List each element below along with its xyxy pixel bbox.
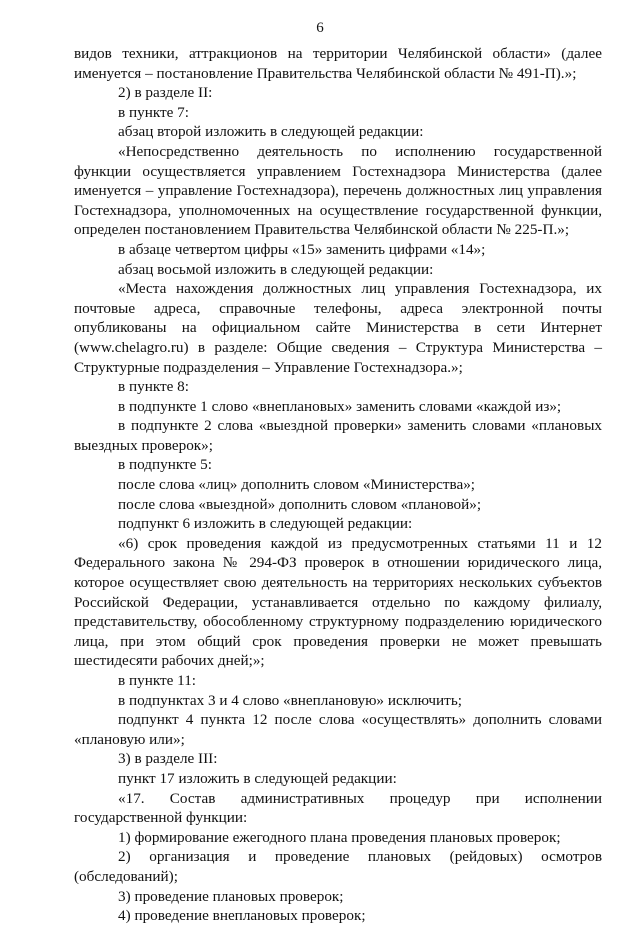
paragraph: 2) организация и проведение плановых (рейдовых) осмотров (обследований);: [74, 848, 602, 885]
paragraph: после слова «выездной» дополнить словом «плановой»;: [118, 495, 482, 513]
paragraph: 3) в разделе III:: [118, 750, 218, 768]
paragraph: 2) в разделе II:: [118, 84, 213, 102]
paragraph: в подпунктах 3 и 4 слово «внеплановую» исключить;: [118, 691, 462, 709]
paragraph: в пункте 11:: [118, 672, 197, 689]
paragraph: 3) проведение плановых проверок;: [118, 887, 344, 905]
paragraph: «6) срок проведения каждой из предусмотренных статьями 11 и 12 Федерального закона № 294-ФЗ проверок в отношении юридического лица, которое осуществляет свою деятельность на территориях нескольких субъектов Российской Федерации, устанавливается отдельно по каждому филиалу, представительству, обособленному структурному подразделению юридического лица, при этом общий срок проведения проверки не может превышать шестидесяти рабочих дней;»;: [74, 534, 602, 670]
paragraph: в пункте 7:: [118, 103, 189, 121]
paragraph: «Непосредственно деятельность по исполнению государственной функции осуществляется управлением Гостехнадзора Министерства (далее именуется – управление Гостехнадзора), перечень должностных лиц управления Гостехнадзора, уполномоченных на осуществление государственной функции, определен постановлением Правительства Челябинской области № 225-П.»;: [74, 142, 602, 239]
paragraph: подпункт 6 изложить в следующей редакции:: [118, 515, 413, 533]
paragraph: в подпункте 5:: [118, 456, 212, 474]
document-body: [74, 44, 602, 926]
paragraph: «Места нахождения должностных лиц управления Гостехнадзора, их почтовые адреса, справочные телефоны, адреса электронной почты опубликованы на официальном сайте Министерства в сети Интернет (www.chelagro.ru) в разделе: Общие сведения – Структура Министерства – Структурные подразделения – Управление Гостехнадзора.»;: [74, 280, 602, 376]
paragraph: 4) проведение внеплановых проверок;: [118, 907, 366, 925]
paragraph: видов техники, аттракционов на территории Челябинской области» (далее именуется – постановление Правительства Челябинской области № 491-П).»;: [74, 45, 602, 82]
paragraph: в абзаце четвертом цифры «15» заменить цифрами «14»;: [118, 240, 486, 258]
paragraph: абзац второй изложить в следующей редакции:: [118, 123, 424, 141]
paragraph: подпункт 4 пункта 12 после слова «осуществлять» дополнить словами «плановую или»;: [74, 711, 602, 748]
paragraph: после слова «лиц» дополнить словом «Министерства»;: [118, 476, 476, 494]
paragraph: пункт 17 изложить в следующей редакции:: [118, 769, 397, 787]
paragraph: «17. Состав административных процедур при исполнении государственной функции:: [74, 789, 602, 827]
paragraph: в пункте 8:: [118, 378, 189, 396]
paragraph: в подпункте 1 слово «внеплановых» заменить словами «каждой из»;: [118, 397, 562, 415]
paragraph: абзац восьмой изложить в следующей редакции:: [118, 260, 434, 278]
paragraph: в подпункте 2 слова «выездной проверки» заменить словами «плановых выездных проверок»;: [74, 417, 602, 454]
paragraph: 1) формирование ежегодного плана проведения плановых проверок;: [118, 828, 561, 846]
page-number: 6: [316, 20, 324, 36]
